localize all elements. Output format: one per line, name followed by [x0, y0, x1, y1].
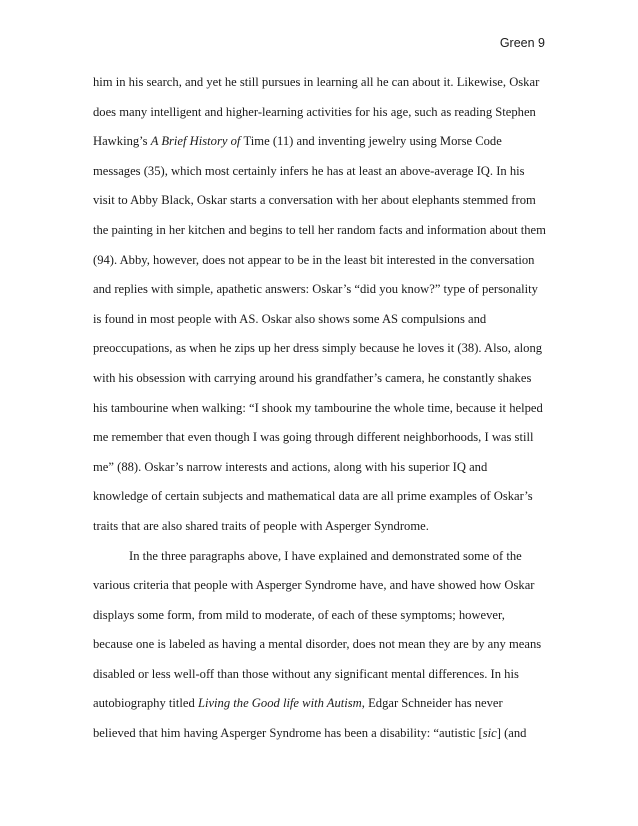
text-line: [93, 334, 551, 364]
text-run: ] (and: [496, 726, 527, 741]
text-line: [93, 364, 551, 394]
text-run: his tambourine when walking: “I shook my tambourine the whole time, because it helped: [93, 400, 543, 415]
text-run: believed that him having Asperger Syndrome has been a disability: “autistic [: [93, 726, 483, 741]
text-line: [93, 246, 551, 276]
italic-text: Living the Good life with Autism: [197, 696, 362, 711]
text-line: [93, 453, 551, 483]
text-line: [93, 630, 551, 660]
text-run: is found in most people with AS. Oskar also shows some AS compulsions and: [93, 311, 487, 326]
text-run: visit to Abby Black, Oskar starts a conversation with her about elephants stemmed from: [93, 193, 536, 208]
text-run: Time (11) and inventing jewelry using Morse Code: [243, 134, 502, 149]
text-run: me” (88). Oskar’s narrow interests and actions, along with his superior IQ and: [93, 459, 488, 474]
text-line: [93, 601, 551, 631]
text-line: [93, 571, 551, 601]
text-line: [93, 98, 551, 128]
text-run: (94). Abby, however, does not appear to be in the least bit interested in the conversation: [93, 252, 535, 267]
text-run: because one is labeled as having a mental disorder, does not mean they are by any means: [93, 637, 542, 652]
text-run: autobiography titled: [93, 696, 198, 711]
text-line: [93, 512, 551, 542]
text-line: [93, 305, 551, 335]
text-line: [93, 394, 551, 424]
text-run: the painting in her kitchen and begins to tell her random facts and information about them: [93, 222, 546, 237]
text-run: various criteria that people with Asperger Syndrome have, and have showed how Oskar: [93, 578, 535, 593]
text-line: [93, 660, 551, 690]
text-run: knowledge of certain subjects and mathematical data are all prime examples of Oskar’s: [93, 489, 533, 504]
text-line: [93, 186, 551, 216]
text-run: messages (35), which most certainly infers he has at least an above-average IQ. In his: [93, 163, 525, 178]
text-line: [93, 423, 551, 453]
text-run: and replies with simple, apathetic answers: Oskar’s “did you know?” type of personality: [93, 282, 538, 297]
text-line: [93, 275, 551, 305]
text-run: him in his search, and yet he still pursues in learning all he can about it. Likewise, Oskar: [93, 75, 540, 89]
text-line: [93, 542, 551, 572]
italic-text: sic: [482, 726, 497, 741]
text-run: preoccupations, as when he zips up her dress simply because he loves it (38). Also, along: [93, 341, 543, 356]
text-run: Hawking’s: [93, 134, 151, 149]
text-line: [93, 127, 551, 157]
text-run: me remember that even though I was going through different neighborhoods, I was still: [93, 430, 534, 445]
text-run: , Edgar Schneider has never: [361, 696, 503, 711]
text-run: displays some form, from mild to moderate, of each of these symptoms; however,: [93, 607, 505, 622]
body-text: [93, 68, 551, 749]
text-line: [93, 689, 551, 719]
text-line: [93, 719, 551, 749]
running-head: Green 9: [499, 36, 545, 50]
text-run: does many intelligent and higher-learning activities for his age, such as reading Stephen: [93, 104, 536, 119]
text-run: with his obsession with carrying around his grandfather’s camera, he constantly shakes: [93, 370, 532, 385]
text-line: [93, 68, 551, 98]
text-line: [93, 482, 551, 512]
text-run: traits that are also shared traits of people with Asperger Syndrome.: [93, 518, 429, 533]
text-run: disabled or less well-off than those without any significant mental differences. In his: [93, 666, 519, 681]
text-line: [93, 216, 551, 246]
italic-text: A Brief History of: [150, 134, 244, 149]
text-line: [93, 157, 551, 187]
text-run: In the three paragraphs above, I have explained and demonstrated some of the: [129, 548, 522, 563]
